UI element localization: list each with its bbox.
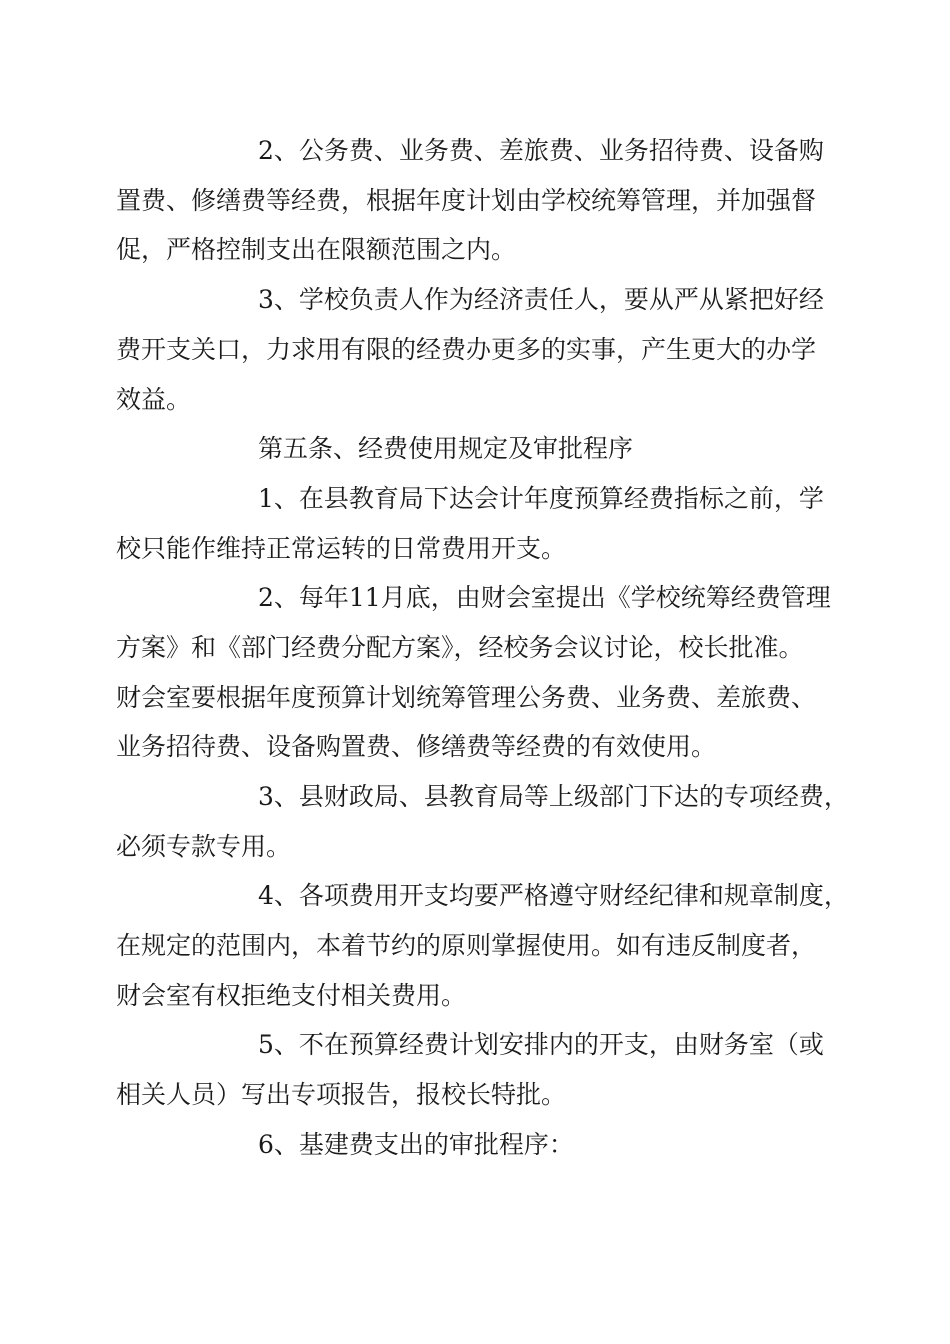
item-4-line-2: 在规定的范围内，本着节约的原则掌握使用。如有违反制度者，: [116, 931, 817, 960]
item-2-line-2: 方案》和《部门经费分配方案》，经校务会议讨论，校长批准。: [116, 633, 804, 662]
item-4-line-3: 财会室有权拒绝支付相关费用。: [116, 981, 467, 1010]
item-1-line-1: 1、在县教育局下达会计年度预算经费指标之前，学: [258, 484, 824, 513]
item-2-line-1: 2、每年11月底，由财会室提出《学校统筹经费管理: [258, 583, 831, 612]
item-5-line-2: 相关人员）写出专项报告，报校长特批。: [116, 1080, 567, 1109]
item-3-line-1: 3、县财政局、县教育局等上级部门下达的专项经费，: [258, 782, 849, 811]
paragraph-1-line-1: 2、公务费、业务费、差旅费、业务招待费、设备购: [258, 136, 824, 165]
item-5-line-1: 5、不在预算经费计划安排内的开支，由财务室（或: [258, 1030, 824, 1059]
item-4-line-1: 4、各项费用开支均要严格遵守财经纪律和规章制度，: [258, 881, 849, 910]
item-6-line-1: 6、基建费支出的审批程序：: [258, 1130, 574, 1159]
paragraph-2-line-2: 费开支关口，力求用有限的经费办更多的实事，产生更大的办学: [116, 335, 817, 364]
item-2-line-3: 财会室要根据年度预算计划统筹管理公务费、业务费、差旅费、: [116, 683, 817, 712]
item-1-line-2: 校只能作维持正常运转的日常费用开支。: [116, 534, 567, 563]
paragraph-2-line-3: 效益。: [116, 385, 192, 414]
item-3-line-2: 必须专款专用。: [116, 832, 292, 861]
paragraph-1-line-3: 促，严格控制支出在限额范围之内。: [116, 235, 517, 264]
item-2-line-4: 业务招待费、设备购置费、修缮费等经费的有效使用。: [116, 732, 717, 761]
paragraph-2-line-1: 3、学校负责人作为经济责任人，要从严从紧把好经: [258, 285, 824, 314]
paragraph-1-line-2: 置费、修缮费等经费，根据年度计划由学校统筹管理，并加强督: [116, 186, 817, 215]
section-heading-article-5: 第五条、经费使用规定及审批程序: [258, 434, 634, 463]
